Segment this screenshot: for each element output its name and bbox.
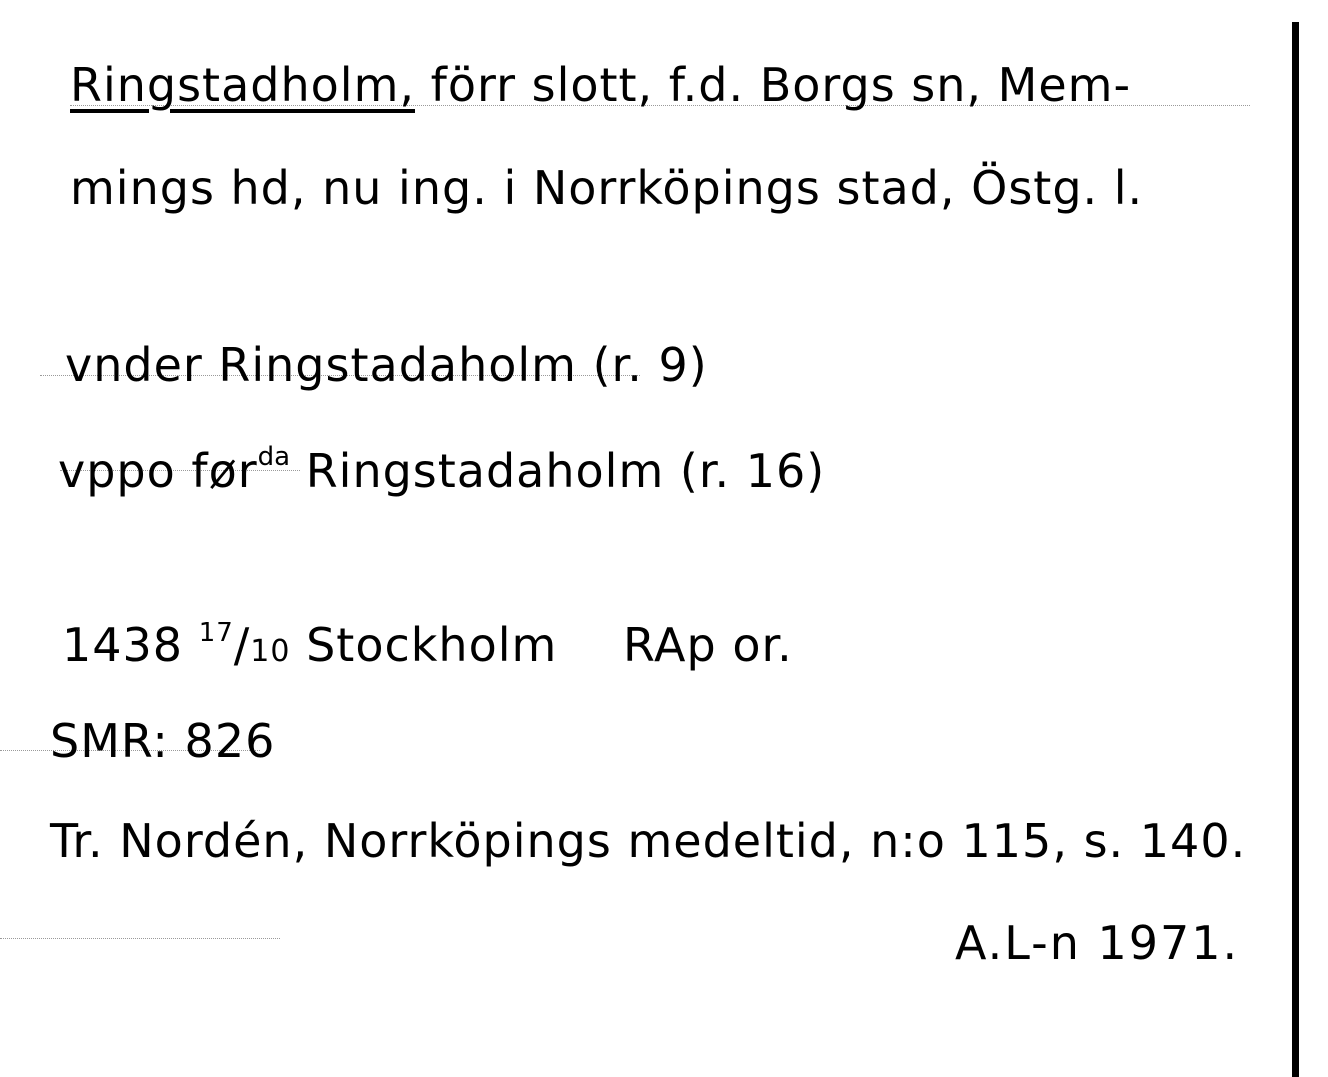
form-line-1: vnder Ringstadaholm (r. 9): [65, 338, 708, 392]
source-date-day: 17: [198, 618, 234, 648]
place-name: Ringstadholm,: [70, 58, 415, 112]
reference-line: Tr. Nordén, Norrköpings medeltid, n:o 115, s. 140.: [50, 814, 1247, 868]
form-line-2: [58, 442, 826, 498]
form-line-2-superscript: da: [257, 442, 291, 472]
signature: A.L-n 1971.: [955, 916, 1240, 970]
source-line: [62, 618, 793, 672]
ruled-line: [0, 938, 280, 939]
card-edge-rule: [1292, 22, 1299, 1077]
heading-line: [70, 58, 1132, 112]
source-date-month: 10: [250, 634, 291, 669]
heading-continuation: mings hd, nu ing. i Norrköpings stad, Östg. l.: [70, 161, 1144, 215]
source-year: 1438: [62, 618, 184, 672]
source-archive: RAp or.: [622, 618, 793, 672]
form-line-2-name: Ringstadaholm (r. 16): [290, 444, 826, 498]
smr-line: SMR: 826: [50, 714, 276, 768]
heading-description: förr slott, f.d. Borgs sn, Mem-: [415, 58, 1132, 112]
source-place: Stockholm: [290, 618, 558, 672]
form-line-2-prefix: vppo før: [58, 444, 258, 498]
source-date-slash: /: [233, 618, 251, 672]
